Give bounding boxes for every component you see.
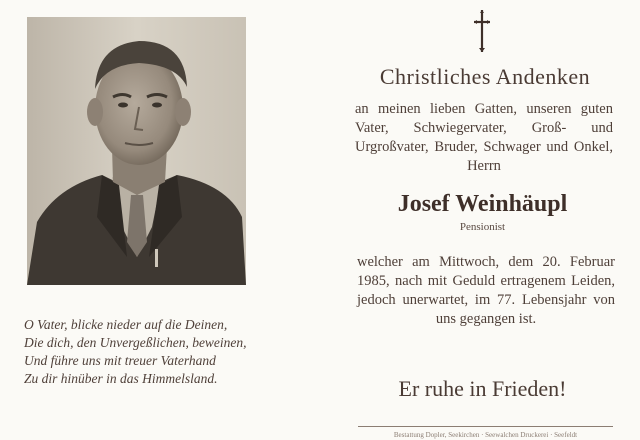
cross-icon bbox=[472, 8, 492, 54]
portrait-photo bbox=[27, 17, 246, 285]
occupation: Pensionist bbox=[459, 221, 506, 233]
deceased-name: Josef Weinhäupl bbox=[397, 191, 568, 217]
death-notice-text: welcher am Mittwoch, dem 20. Februar 1985, nach mit Geduld ertragenem Leiden, jedoch unerwartet, im 77. Lebensjahr von uns gegangen ist. bbox=[357, 254, 615, 327]
card-heading: Christliches Andenken bbox=[379, 64, 591, 89]
intro-text: an meinen lieben Gatten, unseren guten Vater, Schwiegervater, Groß- und Urgroßvater, Bruder, Schwager und Onkel, Herrn bbox=[355, 101, 613, 174]
poem bbox=[24, 316, 324, 388]
poem-line: Die dich, den Unvergeßlichen, beweinen, bbox=[24, 335, 247, 350]
poem-line: Zu dir hinüber in das Himmelsland. bbox=[24, 371, 218, 386]
poem-line: Und führe uns mit treuer Vaterhand bbox=[24, 353, 216, 368]
printer-footer: Bestattung Dopler, Seekirchen · Seewalchen Druckerei · Seefeldt bbox=[393, 431, 578, 439]
footer-divider bbox=[358, 426, 613, 427]
closing-blessing: Er ruhe in Frieden! bbox=[398, 376, 567, 401]
poem-line: O Vater, blicke nieder auf die Deinen, bbox=[24, 317, 228, 332]
